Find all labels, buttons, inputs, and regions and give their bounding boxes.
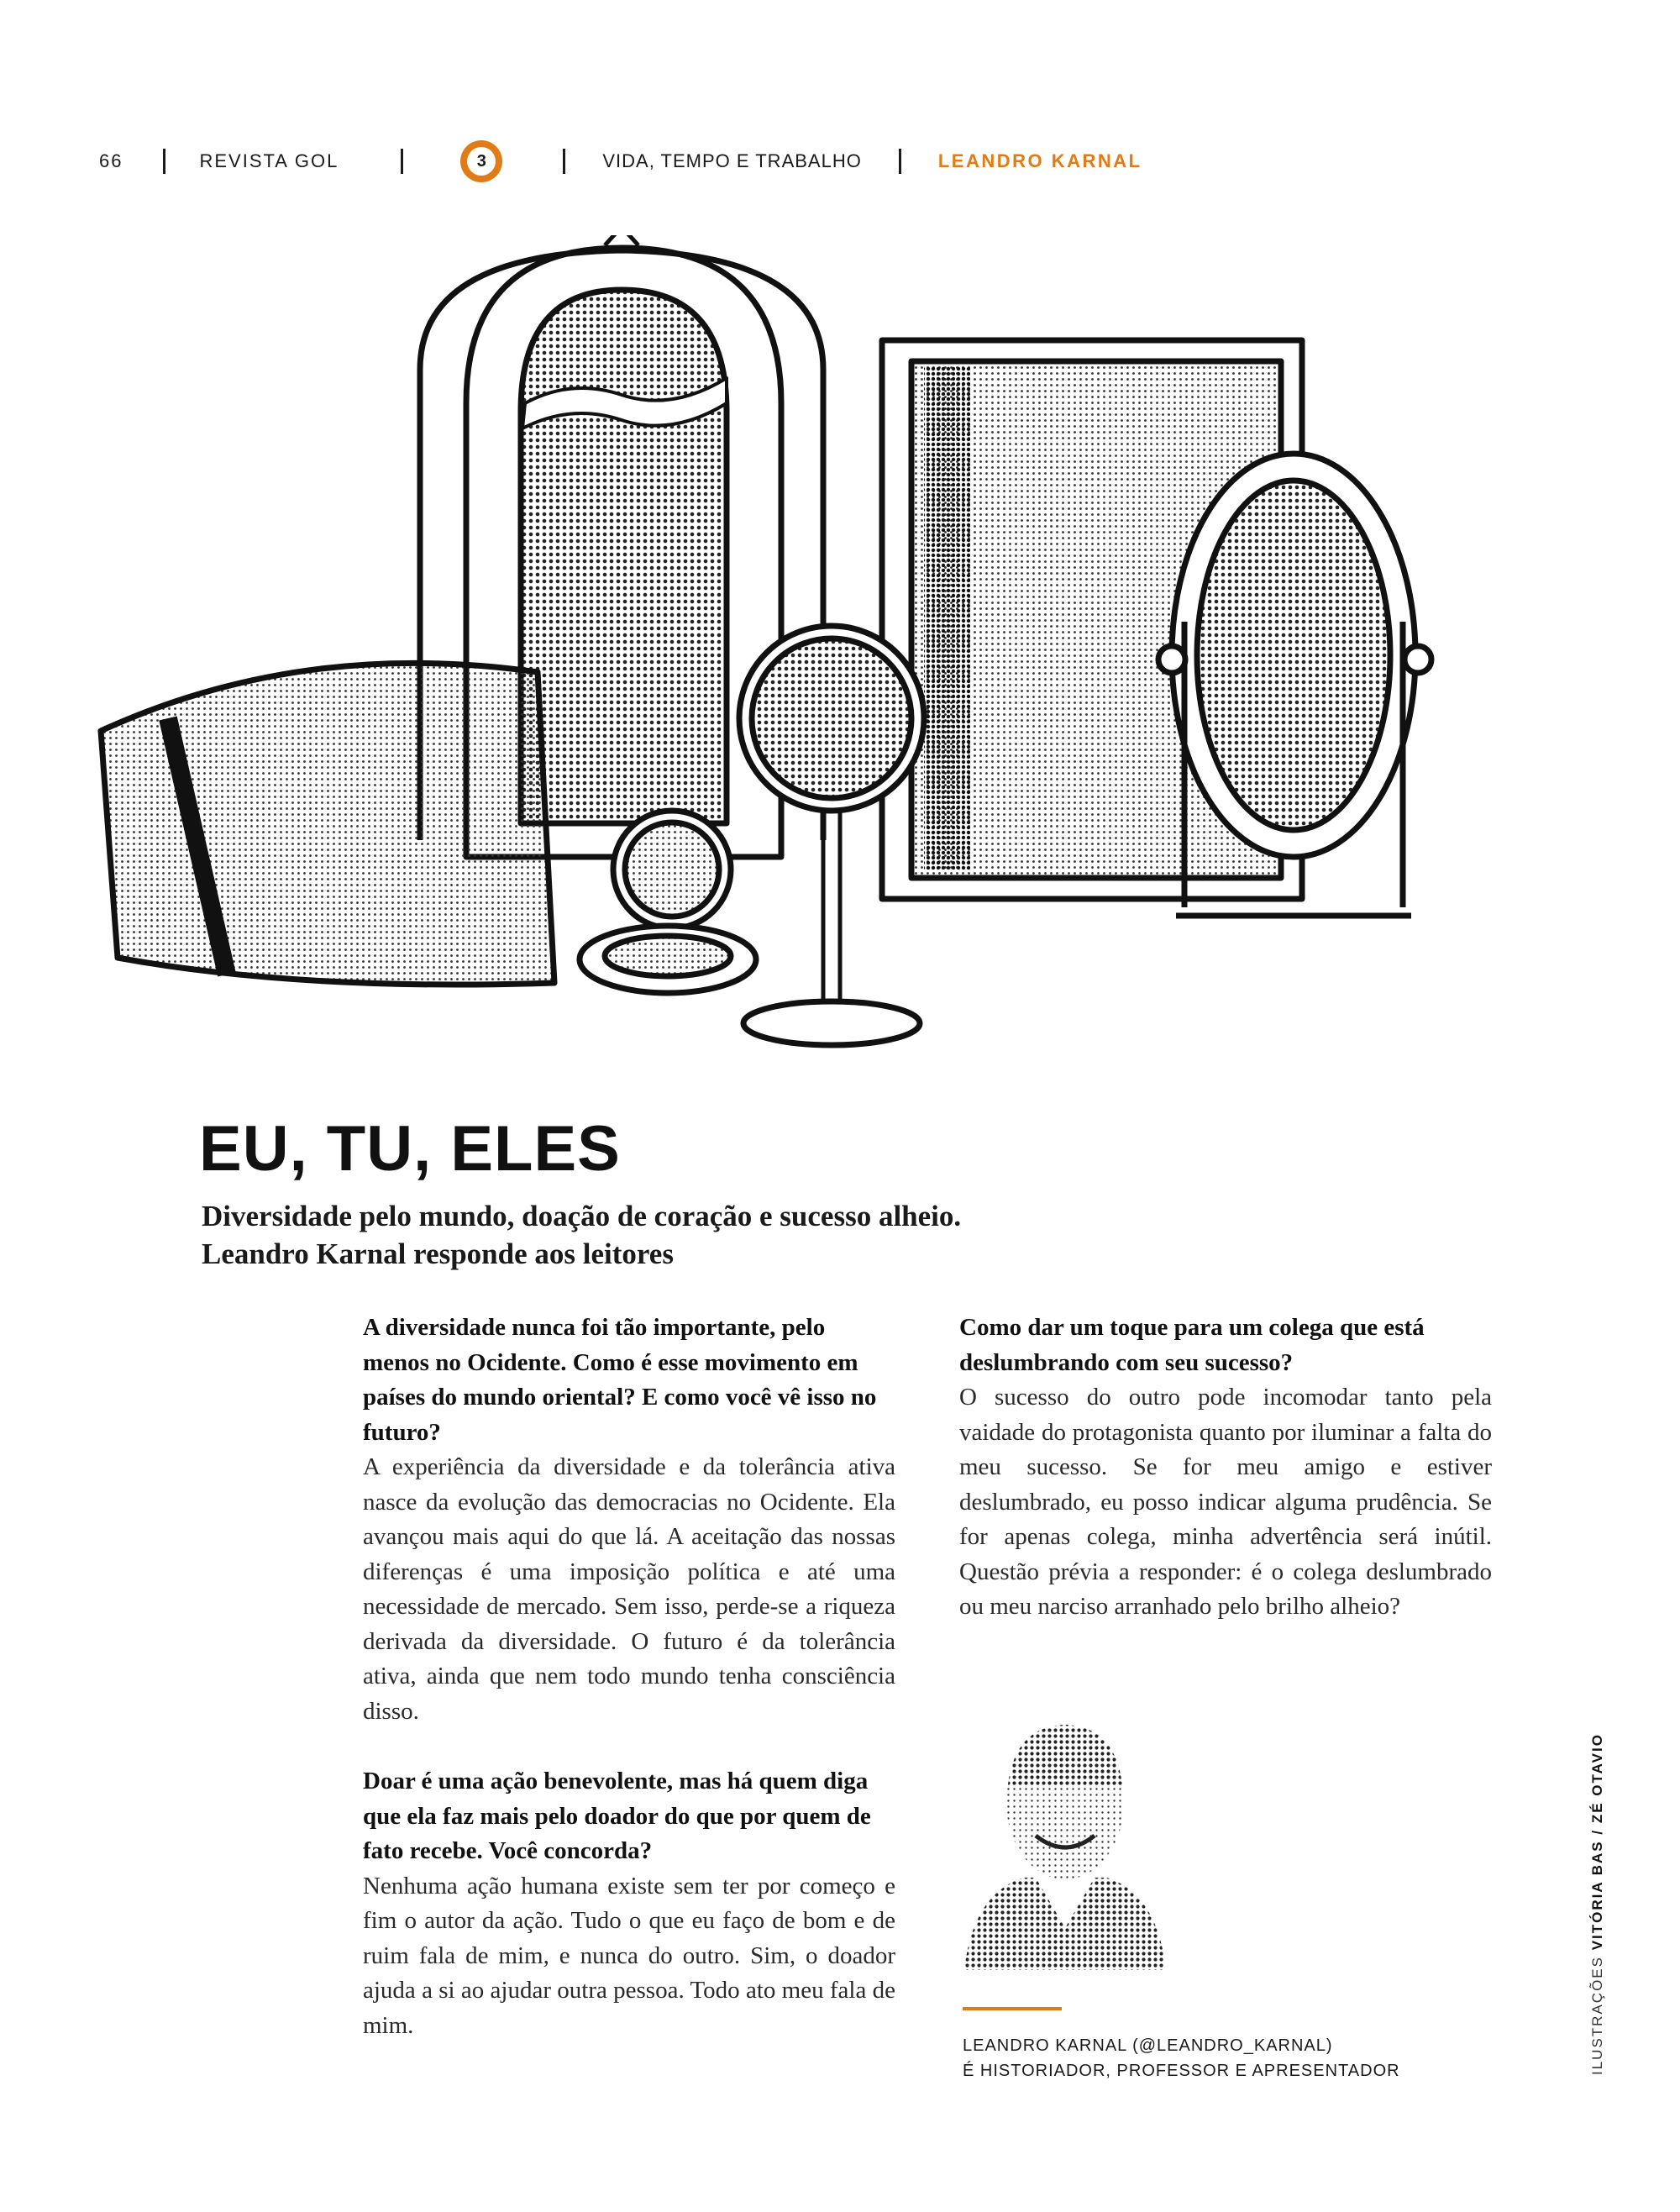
credit-label: ILUSTRAÇÕES xyxy=(1589,1956,1605,2075)
section-number-badge xyxy=(460,140,502,182)
answer: O sucesso do outro pode incomodar tanto pela vaidade do protagonista quanto por iluminar a falta do meu sucesso. Se for meu amigo e estiver deslumbrado, eu posso indicar alguma prudência. Se for apenas colega, minha advertência será inútil. Questão prévia a responder: é o colega deslumbrado ou meu narciso arranhado pelo brilho alheio? xyxy=(959,1384,1492,1620)
section-name: VIDA, TEMPO E TRABALHO xyxy=(602,150,862,171)
header-divider xyxy=(401,149,403,174)
author-bio xyxy=(963,2033,1400,2083)
page-number: 66 xyxy=(99,150,123,171)
answer: Nenhuma ação humana existe sem ter por começo e fim o autor da ação. Tudo o que eu faço de bom e de ruim fala de mim, e nunca do outro. Sim, o doador ajuda a si ao ajudar outra pessoa. Todo ato meu fala de mim. xyxy=(363,1872,895,2039)
column-left xyxy=(363,1311,895,2043)
bio-divider xyxy=(963,2007,1062,2010)
bio-line: É HISTORIADOR, PROFESSOR E APRESENTADOR xyxy=(963,2062,1400,2080)
column-right xyxy=(959,1311,1492,1625)
header-divider xyxy=(899,149,901,174)
question: Doar é uma ação benevolente, mas há quem diga que ela faz mais pelo doador do que por quem de fato recebe. Você concorda? xyxy=(363,1768,871,1864)
article-title: EU, TU, ELES xyxy=(199,1113,621,1185)
header-divider xyxy=(563,149,565,174)
dek-line: Diversidade pelo mundo, doação de coração e sucesso alheio. xyxy=(202,1200,962,1232)
question: A diversidade nunca foi tão importante, pelo menos no Ocidente. Como é esse movimento em países do mundo oriental? E como você vê isso no futuro? xyxy=(363,1314,877,1446)
magazine-name: REVISTA GOL xyxy=(199,150,339,171)
bio-line: LEANDRO KARNAL (@LEANDRO_KARNAL) xyxy=(963,2036,1333,2055)
dek-line: Leandro Karnal responde aos leitores xyxy=(202,1237,674,1270)
section-number: 3 xyxy=(467,147,496,176)
question: Como dar um toque para um colega que está deslumbrando com seu sucesso? xyxy=(959,1314,1425,1376)
header-divider xyxy=(163,149,165,174)
page-header xyxy=(99,144,1142,178)
mirrors-illustration xyxy=(84,235,1529,1075)
credit-names: VITÓRIA BAS / ZÉ OTAVIO xyxy=(1589,1733,1605,1951)
illustration-credit xyxy=(1589,1733,1606,2075)
arched-mirror-glass xyxy=(521,290,727,823)
frameless-mirror xyxy=(101,663,554,985)
author-portrait xyxy=(964,1710,1166,1970)
column-author: LEANDRO KARNAL xyxy=(937,150,1142,171)
answer: A experiência da diversidade e da tolerância ativa nasce da evolução das democracias no Ocidente. Ela avançou mais aqui do que lá. A aceitação das nossas diferenças é uma imposição política e até uma necessidade de mercado. Sem isso, perde-se a riqueza derivada da diversidade. O futuro é da tolerância ativa, ainda que nem todo mundo tenha consciência disso. xyxy=(363,1453,895,1725)
article-dek xyxy=(202,1197,1210,1273)
